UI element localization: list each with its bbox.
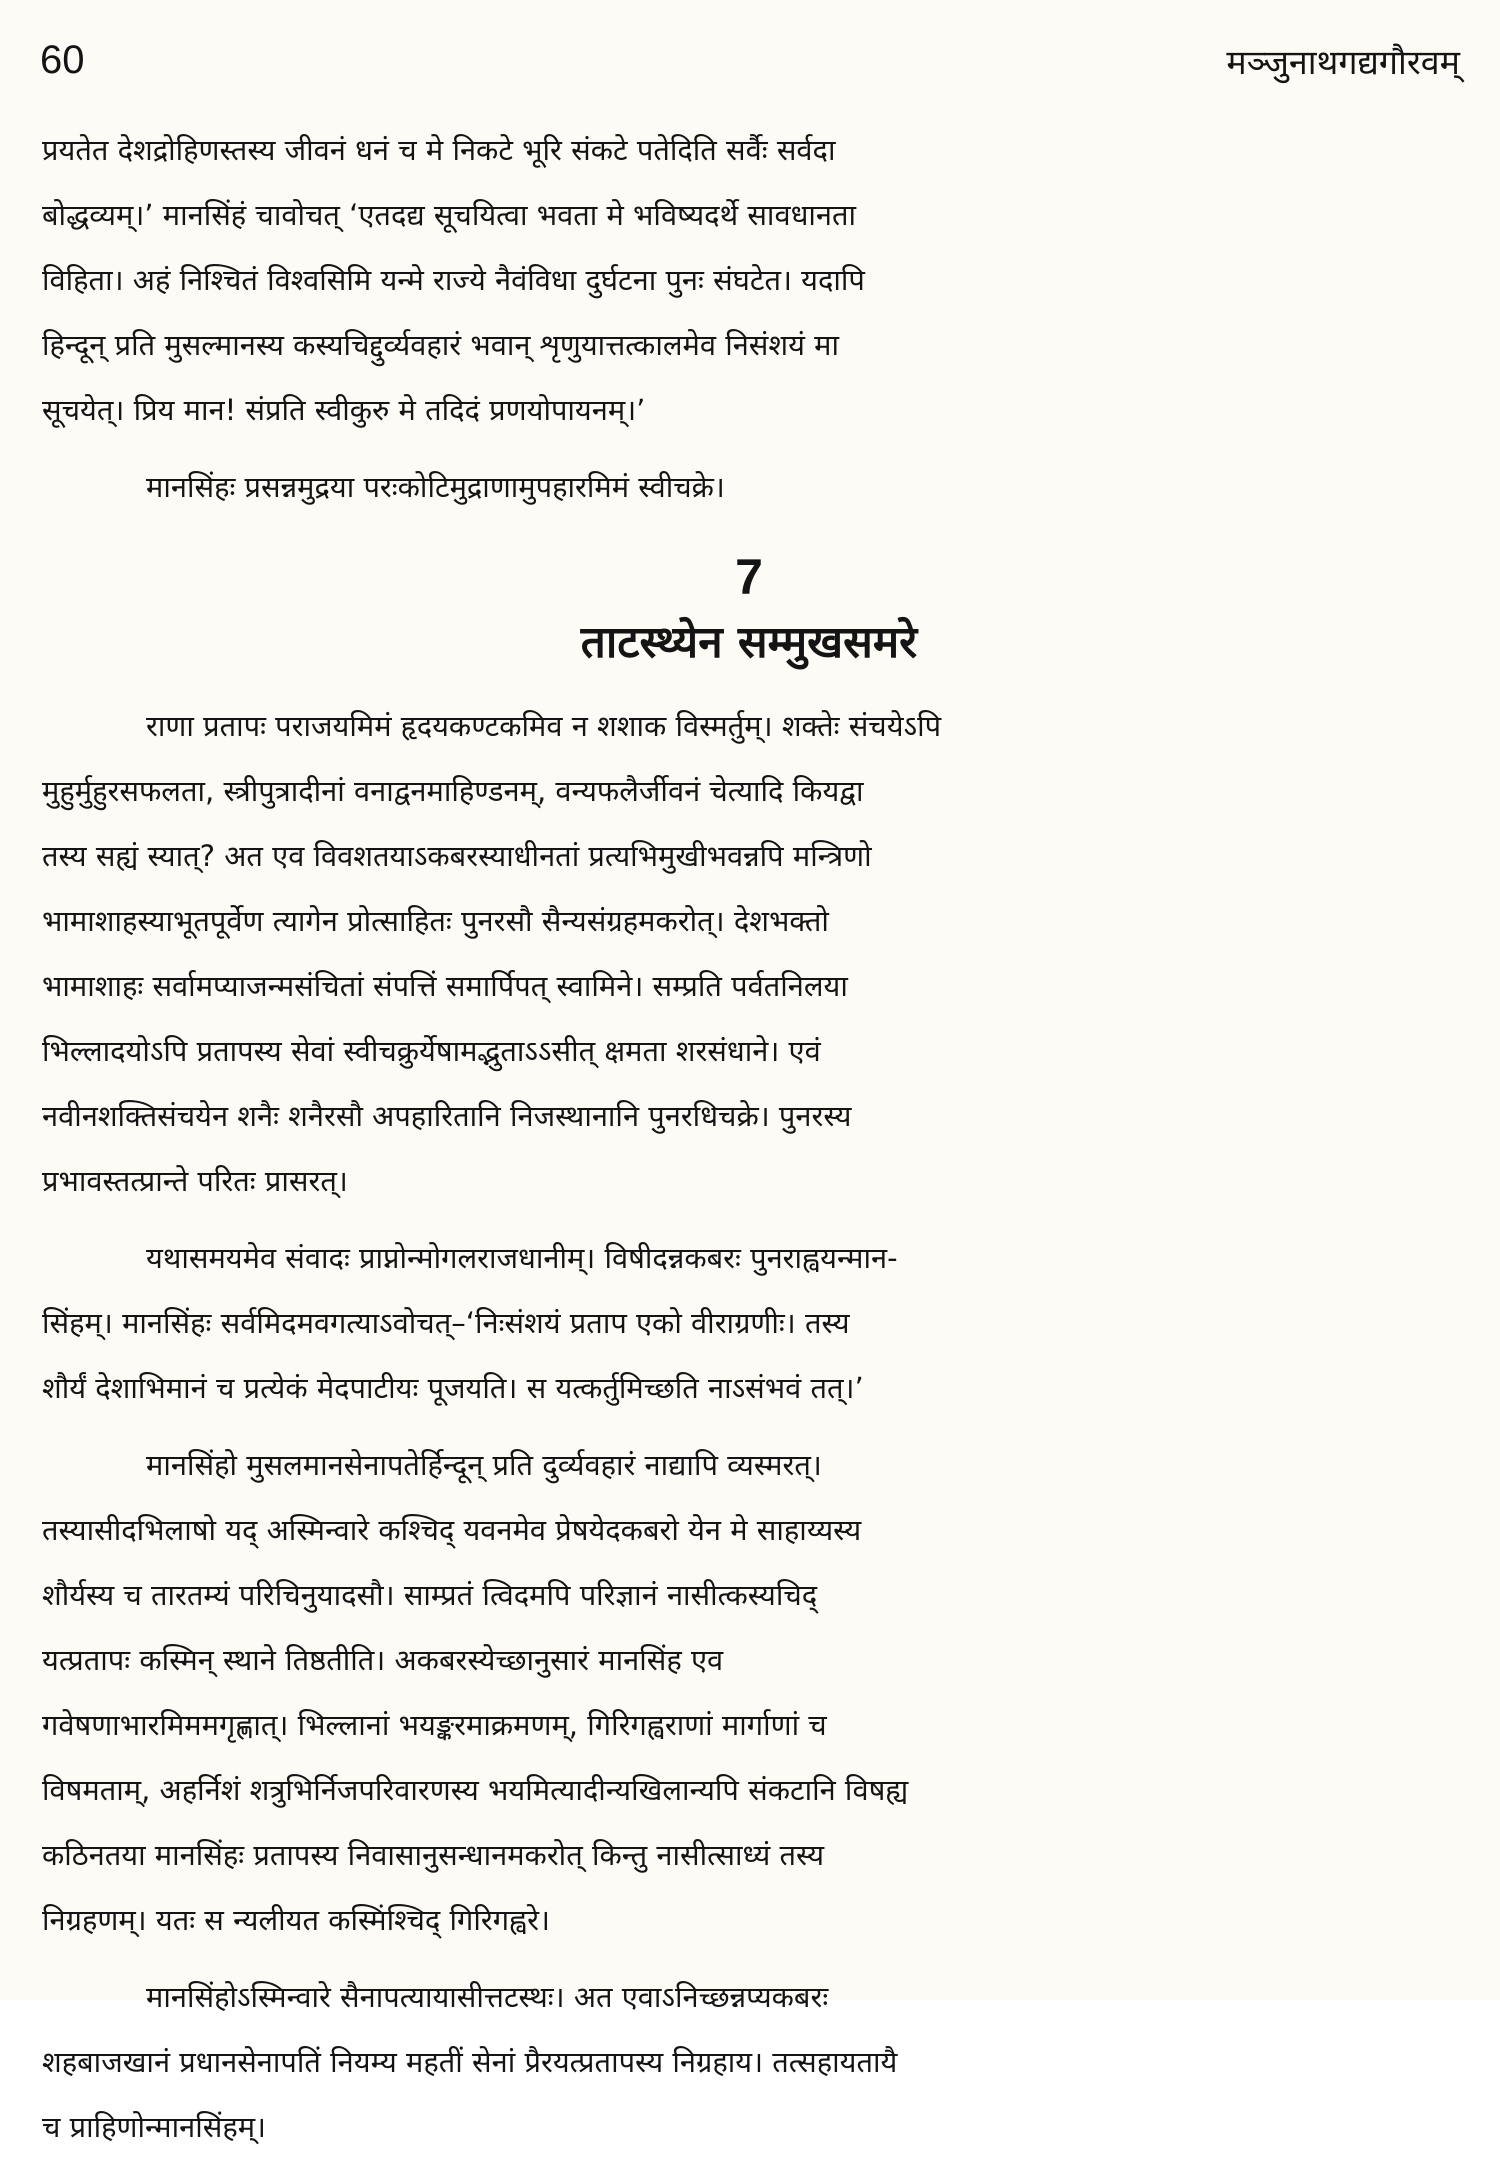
chapter-number: 7: [735, 549, 763, 605]
chapter-title: ताटस्थ्येन सम्मुखसमरे: [580, 617, 918, 668]
page-number: 60: [40, 38, 85, 82]
paragraph: मानसिंहोऽस्मिन्वारे सैनापत्यायासीत्तटस्थः। अत एवाऽनिच्छन्नप्यकबरः शहबाजखानं प्रधानसेनापतिं नियम्य महतीं सेनां प्रैरयत्प्रतापस्य निग्रहाय। तत्सहायतायै च प्राहिणोन्मानसिंहम्।: [42, 1980, 898, 2144]
page-header: [40, 38, 1460, 98]
paragraph-continued: प्रयतेत देशद्रोहिणस्तस्य जीवनं धनं च मे निकटे भूरि संकटे पतेदिति सर्वैः सर्वदा बोद्धव्यम्।’ मानसिंहं चावोचत् ‘एतदद्य सूचयित्वा भवता मे भविष्यदर्थे सावधानता विहिता। अहं निश्चितं विश्वसिमि यन्मे राज्ये नैवंविधा दुर्घटना पुनः संघटेत। यदापि हिन्दून् प्रति मुसल्मानस्य कस्यचिद्दुर्व्यवहारं भवान् शृणुयात्तत्कालमेव निसंशयं मा सूचयेत्। प्रिय मान! संप्रति स्वीकुरु मे तदिदं प्रणयोपायनम्।’: [42, 133, 865, 427]
page-body: [42, 118, 1456, 2172]
paragraph: मानसिंहो मुसलमानसेनापतेर्हिन्दून् प्रति दुर्व्यवहारं नाद्यापि व्यस्मरत्। तस्यासीदभिलाषो यद् अस्मिन्वारे कश्चिद् यवनमेव प्रेषयेदकबरो येन मे साहाय्यस्य शौर्यस्य च तारतम्यं परिचिनुयादसौ। साम्प्रतं त्विदमपि परिज्ञानं नासीत्कस्यचिद् यत्प्रतापः कस्मिन् स्थाने तिष्ठतीति। अकबरस्येच्छानुसारं मानसिंह एव गवेषणाभारमिममगृह्णात्। भिल्लानां भयङ्करमाक्रमणम्, गिरिगह्वराणां मार्गाणां च विषमताम्, अहर्निशं शत्रुभिर्निजपरिवारणस्य भयमित्यादीन्यखिलान्यपि संकटानि विषह्य कठिनतया मानसिंहः प्रतापस्य निवासानुसन्धानमकरोत् किन्तु नासीत्साध्यं तस्य निग्रहणम्। यतः स न्यलीयत कस्मिंश्चिद् गिरिगह्वरे।: [42, 1448, 909, 1937]
paragraph: राणा प्रतापः पराजयमिमं हृदयकण्टकमिव न शशाक विस्मर्तुम्। शक्तेः संचयेऽपि मुहुर्मुहुरसफलता, स्त्रीपुत्रादीनां वनाद्वनमाहिण्डनम्, वन्यफलैर्जीवनं चेत्यादि कियद्वा तस्य सह्यं स्यात्? अत एव विवशतयाऽकबरस्याधीनतां प्रत्यभिमुखीभवन्नपि मन्त्रिणो भामाशाहस्याभूतपूर्वेण त्यागेन प्रोत्साहितः पुनरसौ सैन्यसंग्रहमकरोत्। देशभक्तो भामाशाहः सर्वामप्याजन्मसंचितां संपत्तिं समार्पिपत् स्वामिने। सम्प्रति पर्वतनिलया भिल्लादयोऽपि प्रतापस्य सेवां स्वीचक्रुर्येषामद्भुताऽऽसीत् क्षमता शरसंधाने। एवं नवीनशक्तिसंचयेन शनैः शनैरसौ अपहारितानि निजस्थानानि पुनरधिचक्रे। पुनरस्य प्रभावस्तत्प्रान्ते परितः प्रासरत्।: [42, 709, 942, 1198]
paragraph: यथासमयमेव संवादः प्राप्नोन्मोगलराजधानीम्। विषीदन्नकबरः पुनराह्वयन्मान- सिंहम्। मानसिंहः सर्वमिदमवगत्याऽवोचत्–‘निःसंशयं प्रताप एको वीराग्रणीः। तस्य शौर्यं देशाभिमानं च प्रत्येकं मेदपाटीयः पूजयति। स यत्कर्तुमिच्छति नाऽसंभवं तत्।’: [42, 1241, 898, 1405]
paragraph: मानसिंहः प्रसन्नमुद्रया परःकोटिमुद्राणामुपहारमिमं स्वीचक्रे।: [146, 470, 725, 504]
running-title: मञ्जुनाथगद्यगौरवम्: [1226, 43, 1460, 83]
